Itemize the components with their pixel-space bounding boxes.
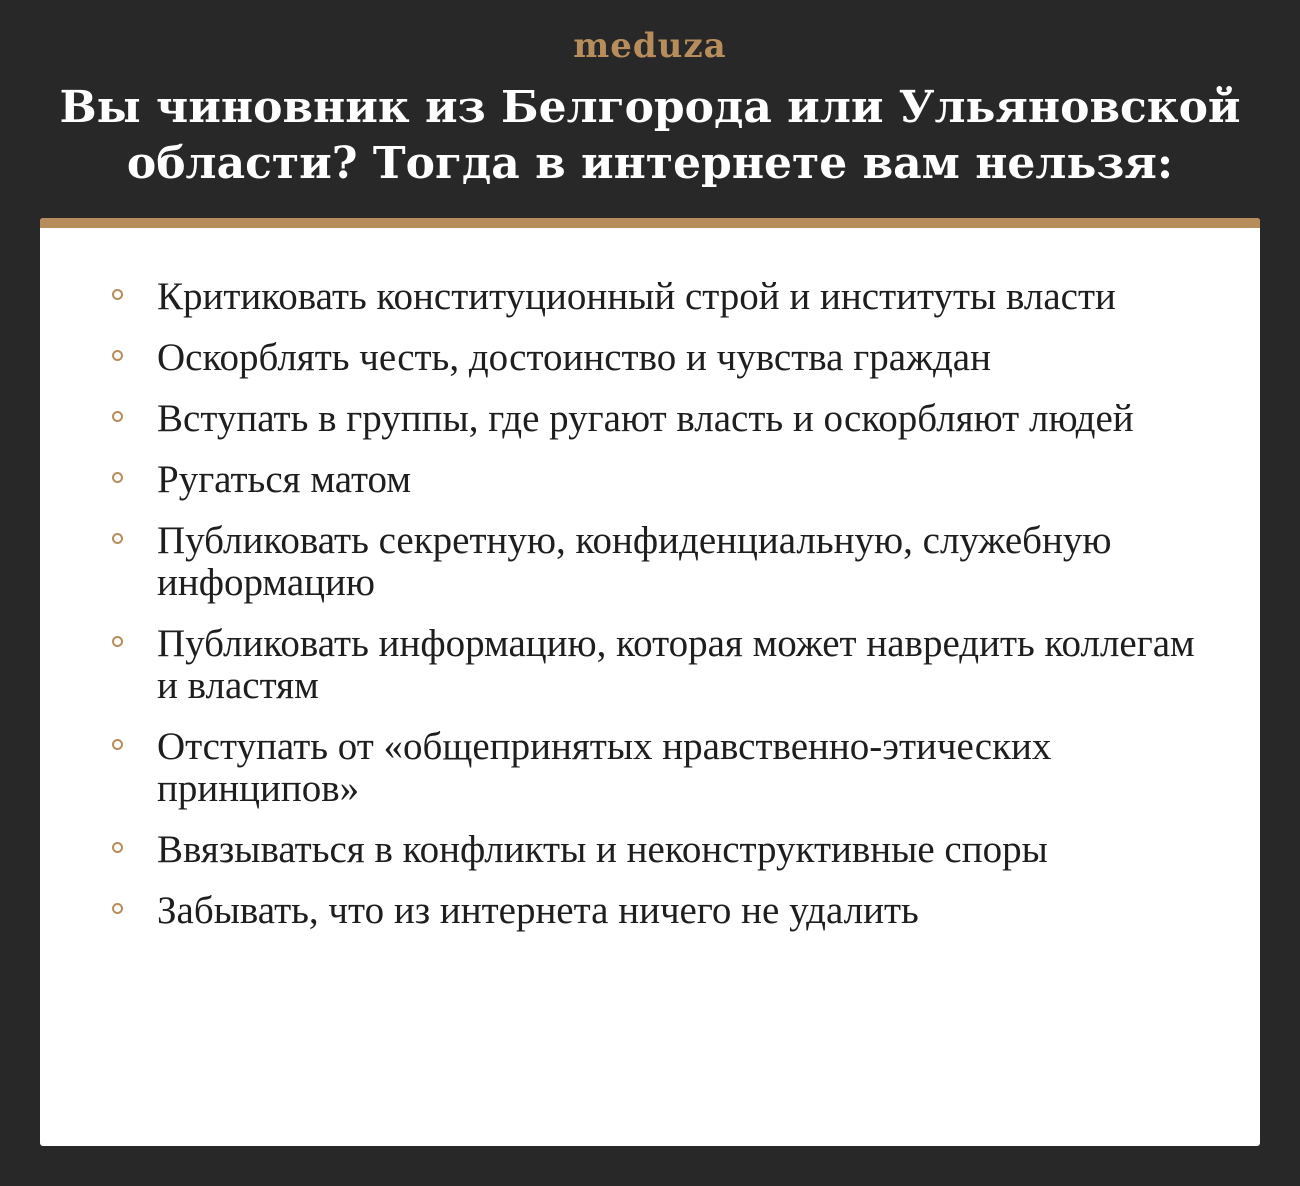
circle-bullet-icon [112,289,123,300]
circle-bullet-icon [112,533,123,544]
circle-bullet-icon [112,350,123,361]
list-item [40,829,1260,871]
circle-bullet-icon [112,739,123,750]
page-title: Вы чиновник из Белгорода или Ульяновской области? Тогда в интернете вам нельзя: [59,82,1241,189]
list-item-text: Отступать от «общепринятых нравственно-этических принципов» [157,725,1052,810]
list-item [40,276,1260,318]
prohibitions-list [40,276,1260,951]
circle-bullet-icon [112,472,123,483]
list-item [40,890,1260,932]
list-item [40,398,1260,440]
list-item-text: Критиковать конституционный строй и институты власти [157,275,1116,318]
list-item-text: Ввязываться в конфликты и неконструктивные споры [157,828,1048,871]
list-item-text: Вступать в группы, где ругают власть и оскорбляют людей [157,397,1134,440]
circle-bullet-icon [112,903,123,914]
circle-bullet-icon [112,842,123,853]
list-item-text: Публиковать информацию, которая может навредить коллегам и властям [157,622,1195,707]
list-item-text: Оскорблять честь, достоинство и чувства граждан [157,336,991,379]
list-item-text: Публиковать секретную, конфиденциальную, служебную информацию [157,519,1112,604]
list-item [40,459,1260,501]
list-item [40,726,1260,810]
content-card [40,218,1260,1146]
list-item [40,337,1260,379]
meduza-logo: meduza [573,26,727,66]
circle-bullet-icon [112,411,123,422]
list-item-text: Ругаться матом [157,458,411,501]
card-accent-bar [40,218,1260,228]
list-item [40,623,1260,707]
circle-bullet-icon [112,636,123,647]
list-item-text: Забывать, что из интернета ничего не удалить [157,889,919,932]
list-item [40,520,1260,604]
